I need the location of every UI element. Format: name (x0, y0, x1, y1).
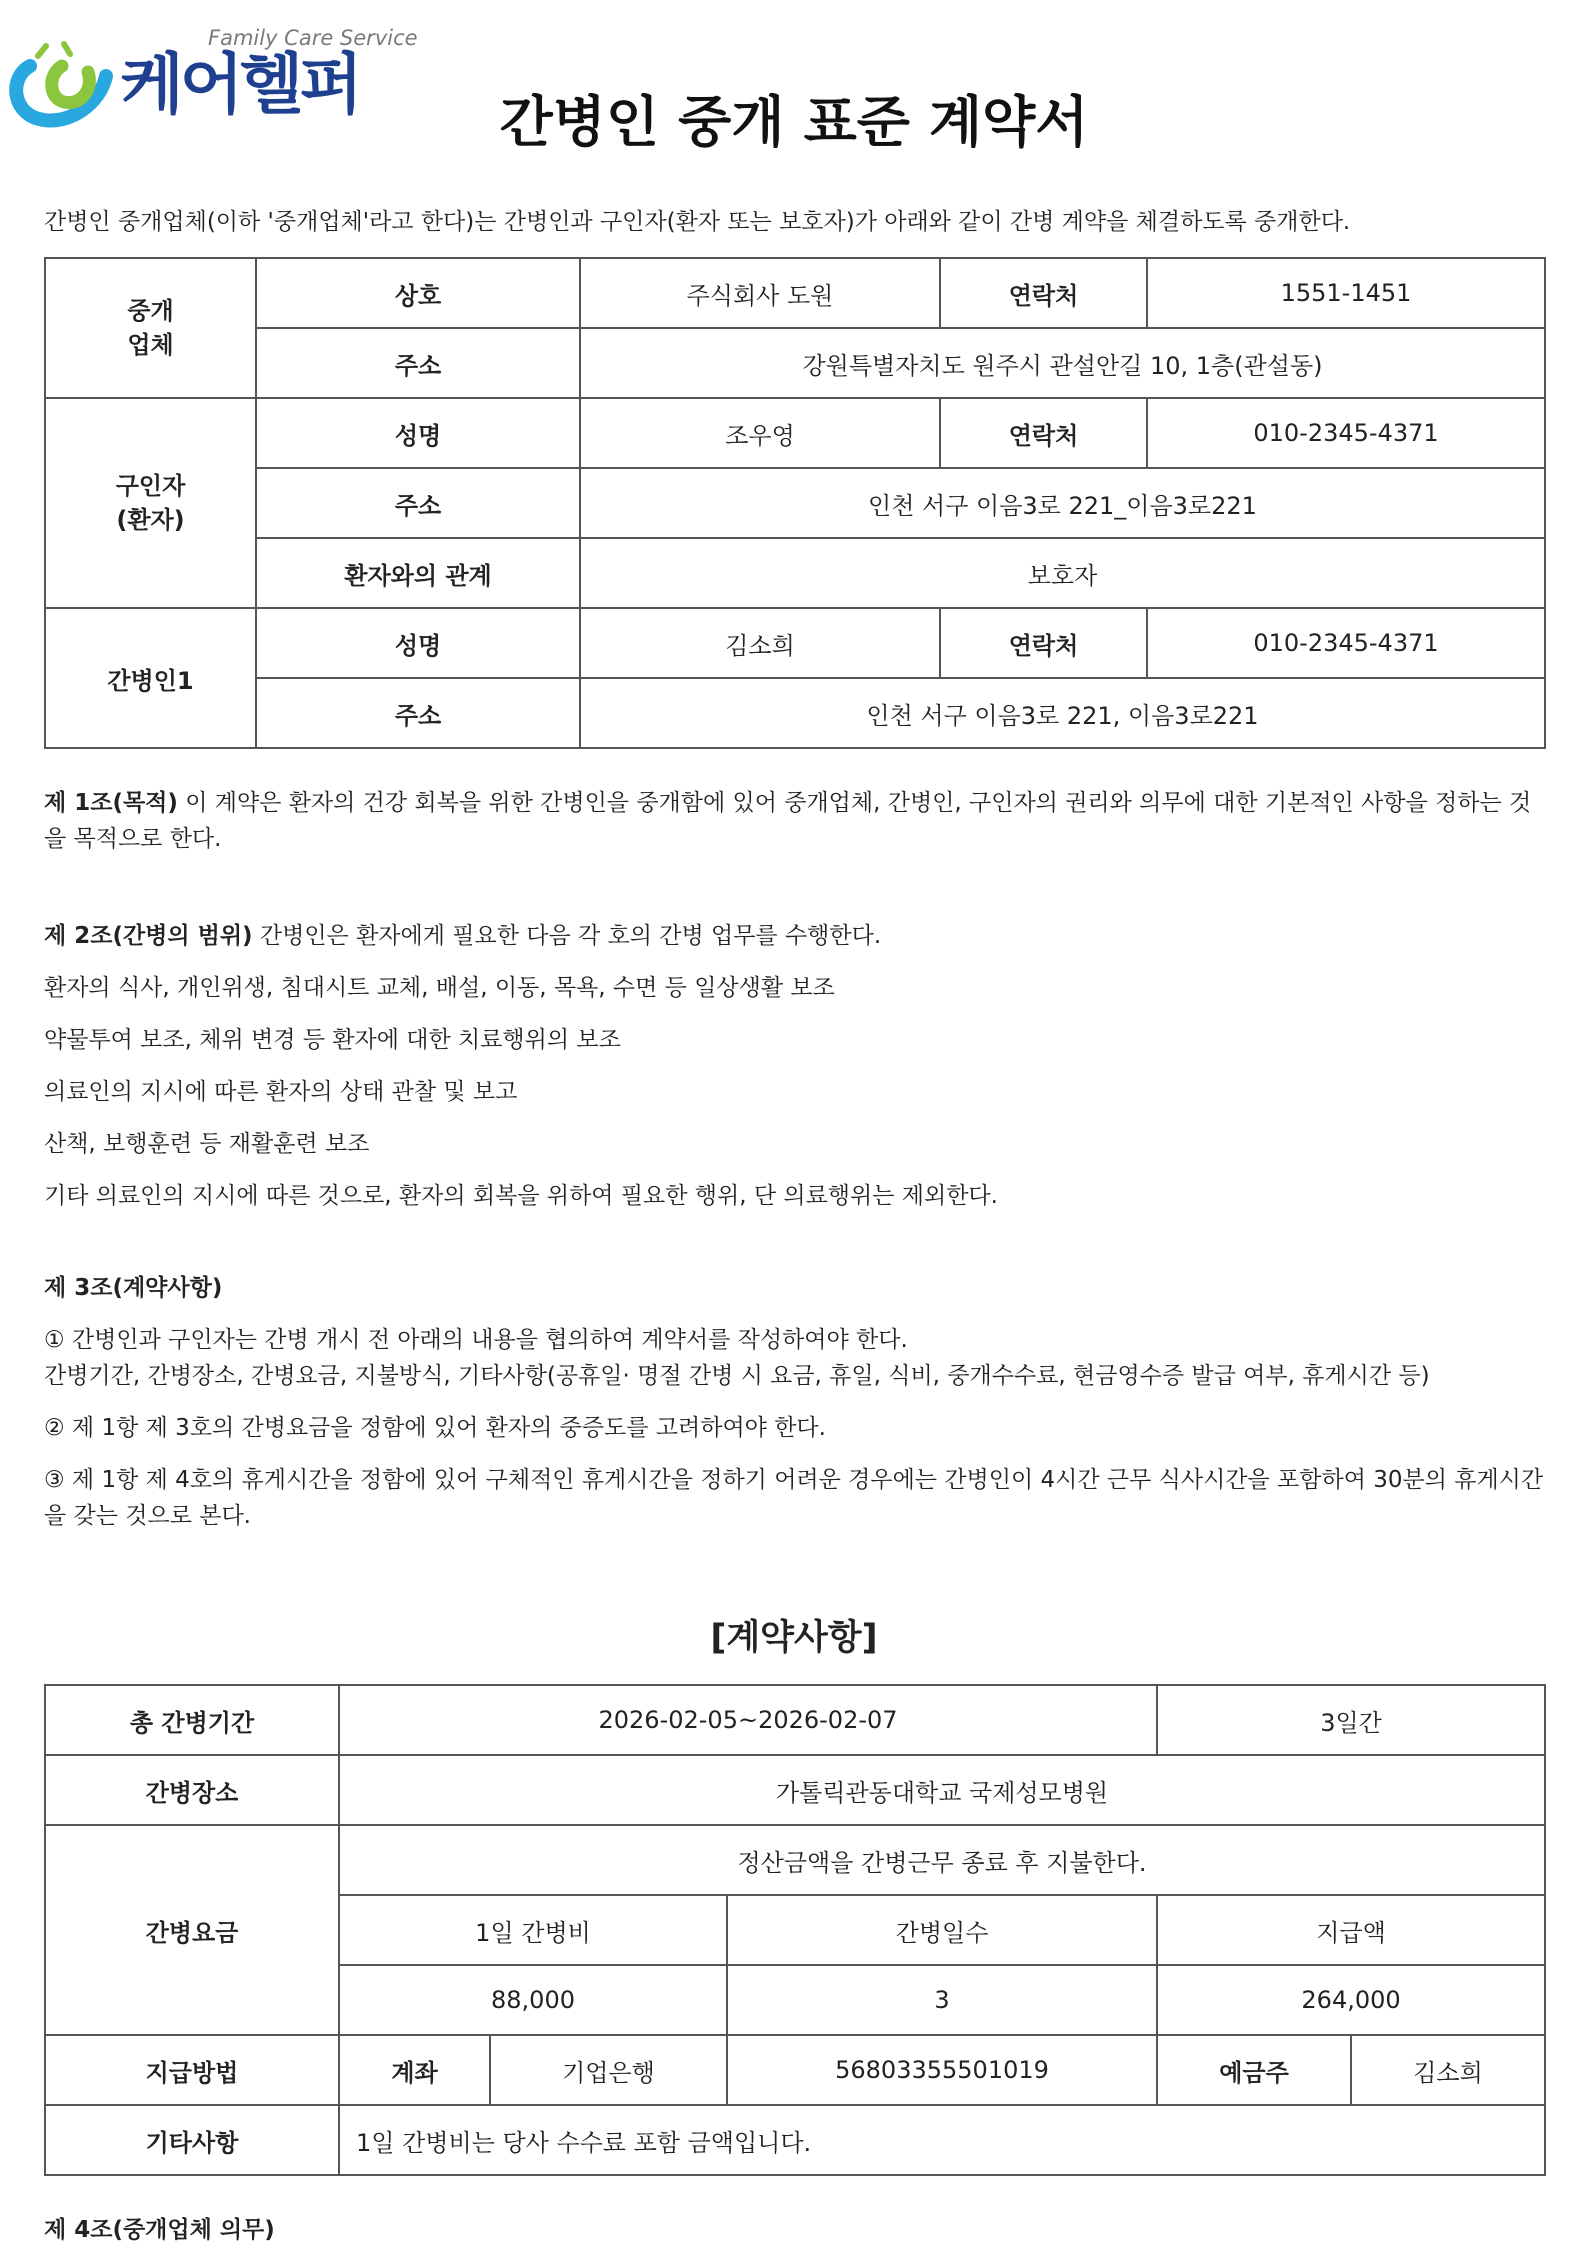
client-contact-label: 연락처 (940, 398, 1147, 468)
table-row (45, 678, 1545, 748)
fee-label: 간병요금 (45, 1825, 339, 2035)
client-name: 조우영 (580, 398, 940, 468)
client-address: 인천 서구 이음3로 221_이음3로221 (580, 468, 1545, 538)
account-label: 계좌 (339, 2035, 490, 2105)
place-label: 간병장소 (45, 1755, 339, 1825)
period-value: 2026-02-05~2026-02-07 (339, 1685, 1157, 1755)
agency-company-label: 상호 (256, 258, 580, 328)
table-row (45, 258, 1545, 328)
agency-address: 강원특별자치도 원주시 관설안길 10, 1층(관설동) (580, 328, 1545, 398)
daily-fee-label: 1일 간병비 (339, 1895, 727, 1965)
table-row (45, 398, 1545, 468)
caregiver-label: 간병인1 (45, 608, 256, 748)
agency-company: 주식회사 도원 (580, 258, 940, 328)
caregiver-address: 인천 서구 이음3로 221, 이음3로221 (580, 678, 1545, 748)
bank-name: 기업은행 (490, 2035, 727, 2105)
client-relation: 보호자 (580, 538, 1545, 608)
period-label: 총 간병기간 (45, 1685, 339, 1755)
place-value: 가톨릭관동대학교 국제성모병원 (339, 1755, 1545, 1825)
article-3-clause-2: ② 제 1항 제 3호의 간병요금을 정함에 있어 환자의 중증도를 고려하여야 한다. (44, 1415, 826, 1441)
holder-label: 예금주 (1157, 2035, 1351, 2105)
etc-label: 기타사항 (45, 2105, 339, 2175)
agency-contact: 1551-1451 (1147, 258, 1545, 328)
caregiver-contact-label: 연락처 (940, 608, 1147, 678)
agency-address-label: 주소 (256, 328, 580, 398)
client-label: 구인자 (환자) (45, 398, 256, 608)
table-row (45, 468, 1545, 538)
article-3-clause-3: ③ 제 1항 제 4호의 휴게시간을 정함에 있어 구체적인 휴게시간을 정하기 어려운 경우에는 간병인이 4시간 근무 식사시간을 포함하여 30분의 휴게시간을 갖는 것으로 본다. (44, 1467, 1544, 1529)
list-item: 약물투여 보조, 체위 변경 등 환자에 대한 치료행위의 보조 (44, 1027, 621, 1053)
list-item: 기타 의료인의 지시에 따른 것으로, 환자의 회복을 위하여 필요한 행위, 단 의료행위는 제외한다. (44, 1183, 998, 1209)
article-1-text: 이 계약은 환자의 건강 회복을 위한 간병인을 중개함에 있어 중개업체, 간병인, 구인자의 권리와 의무에 대한 기본적인 사항을 정하는 것을 목적으로 한다. (44, 790, 1532, 852)
article-4-heading: 제 4조(중개업체 의무) (44, 2217, 275, 2243)
client-contact: 010-2345-4371 (1147, 398, 1545, 468)
agency-label: 중개 업체 (45, 258, 256, 398)
caregiver-name-label: 성명 (256, 608, 580, 678)
list-item: 환자의 식사, 개인위생, 침대시트 교체, 배설, 이동, 목욕, 수면 등 일상생활 보조 (44, 975, 835, 1001)
parties-table (44, 257, 1546, 749)
caregiver-contact: 010-2345-4371 (1147, 608, 1545, 678)
days-count-value: 3 (727, 1965, 1157, 2035)
table-row (45, 1755, 1545, 1825)
etc-value: 1일 간병비는 당사 수수료 포함 금액입니다. (339, 2105, 1545, 2175)
article-3 (44, 1270, 1544, 1534)
table-row (45, 2035, 1545, 2105)
account-number: 56803355501019 (727, 2035, 1157, 2105)
logo-tagline: Family Care Service (208, 26, 418, 50)
article-2-heading: 제 2조(간병의 범위) (44, 923, 253, 949)
list-item: 의료인의 지시에 따른 환자의 상태 관찰 및 보고 (44, 1079, 518, 1105)
caregiver-address-label: 주소 (256, 678, 580, 748)
agency-contact-label: 연락처 (940, 258, 1147, 328)
daily-fee-value: 88,000 (339, 1965, 727, 2035)
caregiver-name: 김소희 (580, 608, 940, 678)
total-amount-value: 264,000 (1157, 1965, 1545, 2035)
document-title: 간병인 중개 표준 계약서 (499, 90, 1089, 154)
period-days: 3일간 (1157, 1685, 1545, 1755)
table-row (45, 1825, 1545, 1895)
contract-terms-table (44, 1684, 1546, 2176)
payment-method-label: 지급방법 (45, 2035, 339, 2105)
client-relation-label: 환자와의 관계 (256, 538, 580, 608)
table-row (45, 1685, 1545, 1755)
days-count-label: 간병일수 (727, 1895, 1157, 1965)
logo-brand: 케어헬퍼 (120, 46, 360, 123)
fee-note: 정산금액을 간병근무 종료 후 지불한다. (339, 1825, 1545, 1895)
contract-section-title: [계약사항] (710, 1618, 878, 1658)
article-3-clause-1: ① 간병인과 구인자는 간병 개시 전 아래의 내용을 협의하여 계약서를 작성하여야 한다. (44, 1327, 908, 1353)
article-1-heading: 제 1조(목적) (44, 790, 178, 816)
intro-text: 간병인 중개업체(이하 '중개업체'라고 한다)는 간병인과 구인자(환자 또는 보호자)가 아래와 같이 간병 계약을 체결하도록 중개한다. (44, 209, 1351, 235)
article-1 (44, 785, 1544, 857)
table-row (45, 328, 1545, 398)
article-3-clause-1-detail: 간병기간, 간병장소, 간병요금, 지불방식, 기타사항(공휴일· 명절 간병 시 요금, 휴일, 식비, 중개수수료, 현금영수증 발급 여부, 휴게시간 등) (44, 1363, 1430, 1389)
article-2-text: 간병인은 환자에게 필요한 다음 각 호의 간병 업무를 수행한다. (252, 923, 882, 949)
client-address-label: 주소 (256, 468, 580, 538)
article-2 (44, 918, 1544, 1214)
list-item: 산책, 보행훈련 등 재활훈련 보조 (44, 1131, 370, 1157)
total-amount-label: 지급액 (1157, 1895, 1545, 1965)
table-row (45, 608, 1545, 678)
article-4 (44, 2212, 1544, 2248)
client-name-label: 성명 (256, 398, 580, 468)
table-row (45, 2105, 1545, 2175)
table-row (45, 538, 1545, 608)
holder-name: 김소희 (1351, 2035, 1545, 2105)
article-3-heading: 제 3조(계약사항) (44, 1275, 223, 1301)
